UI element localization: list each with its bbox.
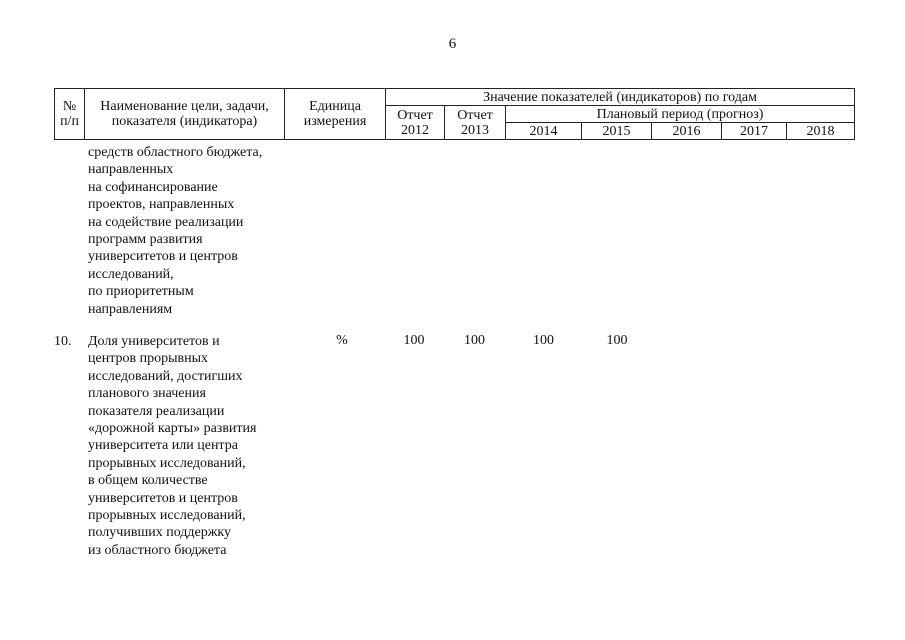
row-continuation-name — [88, 144, 288, 318]
header-unit-cell — [285, 89, 386, 140]
header-values-group: Значение показателей (индикаторов) по годам — [386, 89, 855, 106]
name-line: проектов, направленных — [88, 197, 235, 213]
name-line: на содействие реализации — [88, 214, 244, 230]
row-10-number: 10. — [54, 334, 72, 349]
name-line: университетов и центров — [88, 249, 238, 265]
header-planned-group: Плановый период (прогноз) — [506, 106, 855, 123]
header-report-2012 — [386, 106, 445, 140]
header-unit-line-1: Единица — [309, 99, 361, 114]
name-line: планового значения — [88, 386, 206, 402]
name-line: исследований, достигших — [88, 368, 243, 384]
header-name-line-2: показателя (индикатора) — [111, 114, 258, 129]
row-10-name — [88, 333, 288, 559]
header-num-line-1: № — [62, 99, 77, 114]
row-10-value-2012: 100 — [403, 333, 425, 348]
name-line: направлениям — [88, 301, 173, 317]
header-name-cell — [85, 89, 285, 140]
indicators-table-header — [54, 88, 855, 140]
header-report-label-2013: Отчет — [457, 107, 493, 123]
header-year-2013: 2013 — [461, 122, 489, 138]
header-num-line-2: п/п — [60, 114, 79, 129]
name-line: университета или центра — [88, 438, 238, 454]
page-number: 6 — [448, 36, 457, 52]
header-report-2013 — [445, 106, 506, 140]
name-line: направленных — [88, 162, 174, 178]
header-year-2017: 2017 — [722, 123, 787, 140]
name-line: прорывных исследований, — [88, 455, 246, 471]
header-year-2015: 2015 — [582, 123, 652, 140]
header-year-2016: 2016 — [652, 123, 722, 140]
row-10-value-2013: 100 — [464, 333, 485, 348]
header-name-line-1: Наименование цели, задачи, — [100, 99, 269, 114]
name-line: из областного бюджета — [88, 542, 227, 558]
name-line: центров прорывных — [88, 351, 209, 367]
header-year-2014: 2014 — [506, 123, 582, 140]
row-10-unit: % — [336, 333, 348, 348]
name-line: прорывных исследований, — [88, 508, 246, 524]
row-10-value-2015: 100 — [606, 333, 628, 348]
name-line: в общем количестве — [88, 473, 208, 489]
name-line: «дорожной карты» развития — [88, 421, 257, 437]
name-line: программ развития — [88, 232, 203, 248]
name-line: университетов и центров — [88, 490, 238, 506]
name-line: по приоритетным — [88, 284, 194, 300]
header-year-2018: 2018 — [787, 123, 855, 140]
name-line: показателя реализации — [88, 403, 225, 419]
header-unit-line-2: измерения — [303, 114, 367, 129]
name-line: на софинансирование — [88, 179, 218, 195]
name-line: получивших поддержку — [88, 525, 232, 541]
name-line: исследований, — [88, 266, 174, 282]
header-num-cell — [55, 89, 85, 140]
header-report-label-2012: Отчет — [397, 107, 433, 123]
header-year-2012: 2012 — [401, 122, 429, 138]
row-10-value-2014: 100 — [533, 333, 554, 348]
name-line: средств областного бюджета, — [88, 145, 263, 160]
name-line: Доля университетов и — [88, 334, 220, 349]
